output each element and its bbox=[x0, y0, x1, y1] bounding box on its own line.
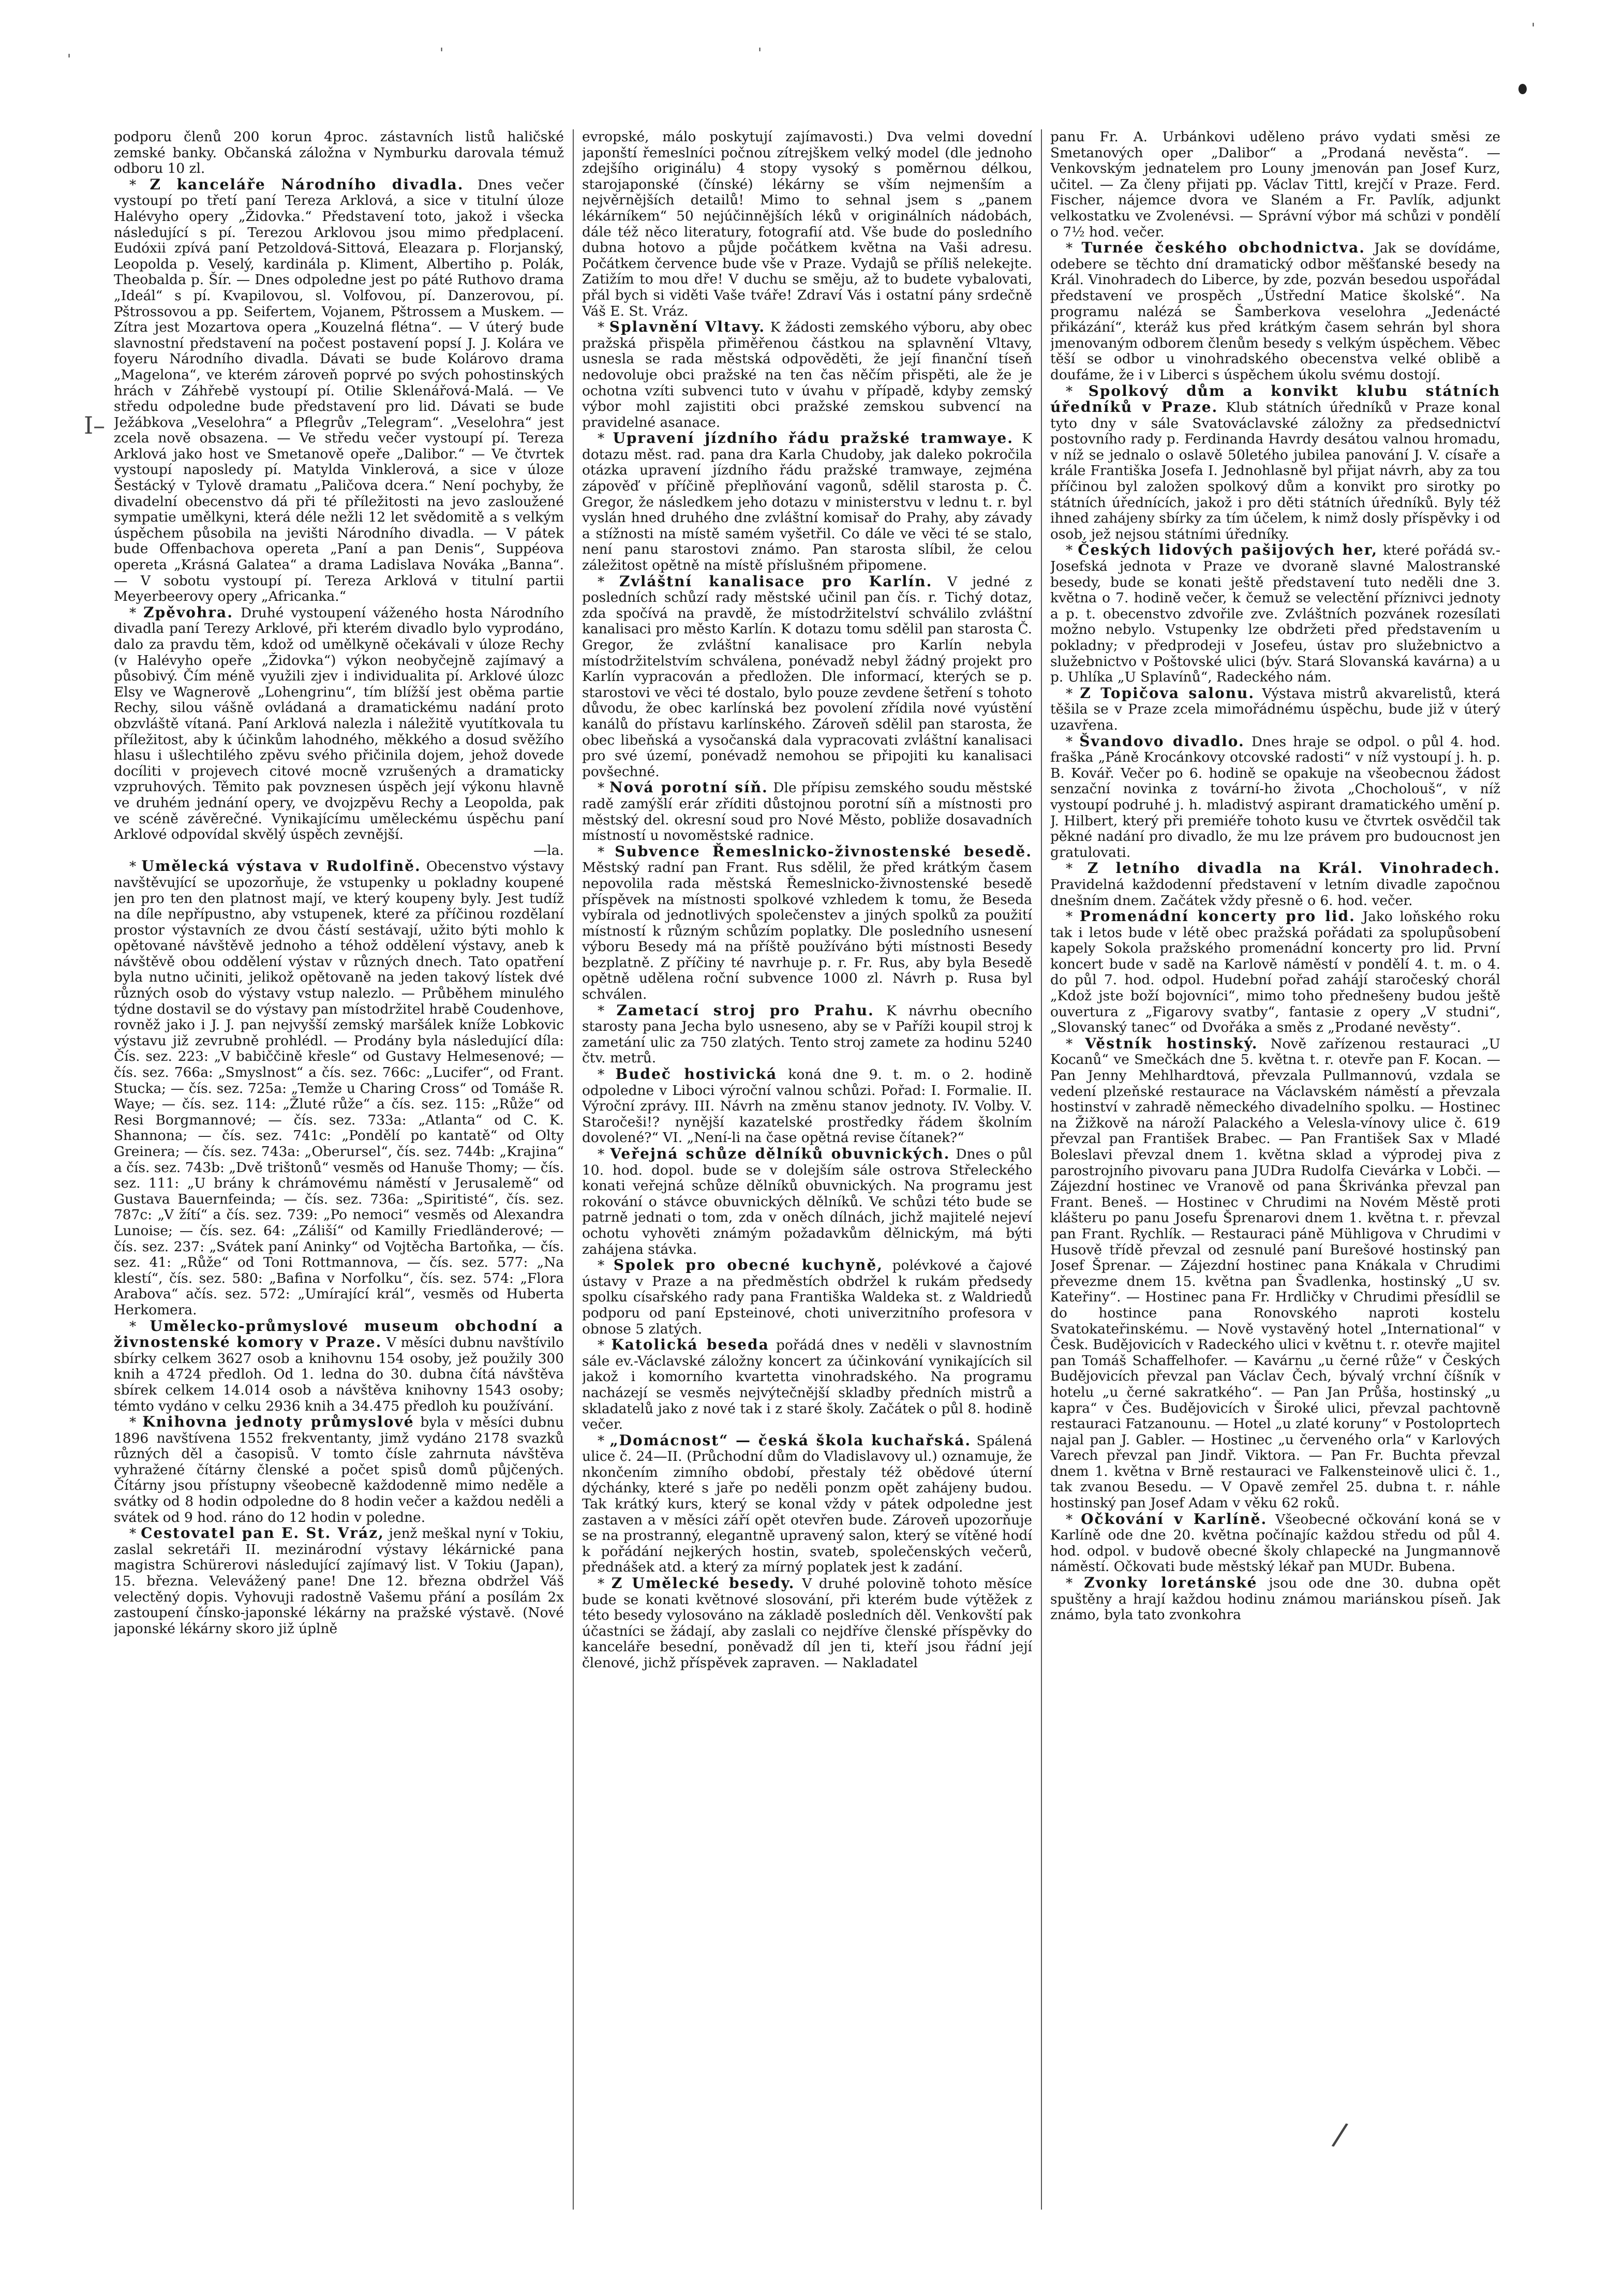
scan-tick-mark: ' bbox=[67, 52, 71, 67]
article-text: K návrhu obecního starosty pana Jecha bylo usneseno, aby se v Paříži koupil stroj k zametání ulic za 750 zlatých. Tento stroj zamete za hodinu 5240 čtv. metrů. bbox=[582, 1002, 1032, 1066]
article-text: Výstava mistrů akvarelistů, která těšila se v Praze zcela mimořádnému úspěchu, bude již v úterý uzavřena. bbox=[1050, 685, 1500, 733]
article-text: evropské, málo poskytují zajímavosti.) Dva velmi dovední japonští řemeslníci počnou zítrejškem velký model (dle jednoho zdejšího originálu) 4 stopy vysoký s poměrnou délkou, starojaponské (čínské) lékárny se vším nejmenším a nejvěrnějších detailů! Mimo to sehnal jsem s „panem lékárníkem“ 50 nejúčinnějších léků v originálních nádobách, dále též něco literatury, fotografií atd. Vše bude do posledního dubna hotovo a půjde počátkem května na Vaši adresu. Počátkem července bude vše v Praze. Vydajů se příliš nelekejte. Zatižím to mou dře! V duchu se směju, až to budete vybalovati, přál bych si viděti Vaše tváře! Zdraví Vás i ostatní pány srdečně Váš E. St. Vráz. bbox=[582, 129, 1032, 319]
news-column-2 bbox=[582, 129, 1032, 1671]
article-paragraph: * Českých lidových pašijových her, které pořádá sv.-Josefská jednota v Praze ve dvoraně slavné Malostranské besedy, bude se konati ještě představení tuto neděli dne 3. května o 7. hodině večer, k čemuž se velectění příznivci jednoty a p. t. obecenstvo zdvořile zve. Zvláštních pozvánek rozesílati možno nebylo. Vstupenky lze obdržeti před představením u pokladny; v předprodeji v Josefeu, ústav pro služebnictvo a služebnictvo v Poštovské ulici (býv. Stará Slovanská kavárna) a u p. Uhlíka „U Splavínů“, Radeckého nám. bbox=[1050, 541, 1500, 686]
article-text: Obecenstvo výstavy navštěvující se upozorňuje, že vstupenky u pokladny koupené jen pro ten den platnost mají, ve který koupeny byly. Jest tudíž na díle nepřípustno, aby vstupenek, které za příčinou rozdělaní prostor výstavních ze dvou částí sestávají, užito býti mohlo k opětované návštěvě jednoho a téhož oddělení výstavy, aneb k návštěvě obou oddělení výstav v různých dnech. Tato opatření byla nutno učiniti, jelikož opětovaně na jeden takový lístek dvé různých osob do výstavy vstup nalezlo. — Průběhem minulého týdne dostavil se do výstavy pan místodržitel hrabě Coudenhove, rovněž jako i J. J. pan nejvyšší zemský maršálek kníže Lobkovic výstavu již zevrubně prohlédl. — Prodány byla následující díla: Čís. sez. 223: „V babiččině křesle“ od Gustavy Helmesenové; — čís. sez. 766a: „Smyslnost“ a čís. sez. 766c: „Lucifer“, od Frant. Stucka; — čís. sez. 725a: „Temže u Charing Cross“ od Tomáše R. Waye; — čís. sez. 114: „Žluté růže“ a čís. sez. 115: „Růže“ od Resi Borgmannové; — čís. sez. 733a: „Atlanta“ od C. K. Shannona; — čís. sez. 741c: „Pondělí po kantatě“ od Olty Greinera; — čís. sez. 743a: „Oberursel“, čís. sez. 744b: „Krajina“ a čís. sez. 743b: „Dvě trištonů“ vesměs od Hanuše Thomy; — čís. sez. 111: „U brány k chrámovému náměstí v Jerusalemě“ od Gustava Bauernfeinda; — čís. sez. 736a: „Spiritisté“, čís. sez. 787c: „V žítí“ a čís. sez. 739: „Po nemoci“ vesměs od Alexandra Lunoise; — čís. sez. 64: „Záliší“ od Kamilly Friedländerové; — čís. sez. 237: „Svátek paní Aninky“ od Vojtěcha Bartoňka, — čís. sez. 41: „Růže“ od Toni Rottmannova, — čís. sez. 577: „Na klestí“, čís. sez. 580: „Bafina v Norfolku“, čís. sez. 574: „Flora Arabova“ ačís. sez. 572: „Umírající král“, vesměs od Huberta Herkomera. bbox=[114, 858, 564, 1318]
article-paragraph: * Upravení jízdního řádu pražské tramwaye. K dotazu měst. rad. pana dra Karla Chudoby, jak daleko pokročila otázka upravení jízdního řádu pražské tramwaye, zejména zápověď v příčině přeplňování vagonů, sdělil starosta p. Č. Gregor, že následkem jeho dotazu v ministerstvu v lednu t. r. byl vyslán hned druhého dne zvláštní komisař do Prahy, aby závady a stížnosti na místě samém vyšetřil. Co dále ve věci té se stalo, není panu starostovi známo. Pan starosta slíbil, že celou záležitost opětně na místě příslušném připomene. bbox=[582, 429, 1032, 574]
article-paragraph: * Subvence Řemeslnicko-živnostenské besedě. Městský radní pan Frant. Rus sdělil, že před krátkým časem nepovolila rada městská Řemeslnicko-živnostenské besedě příspěvek na místnosti spolkové vzhledem k tomu, že Beseda vybírala od jednotlivých společenstev a jiných spolků za použití místností k různým schůzím poplatky. Dle posledního usnesení výboru Besedy má na příště používáno býti místnosti Besedy bezplatně. Z příčiny té navrhuje p. r. Fr. Rus, aby byla Besedě opětně udělena roční subvence 1000 zl. Návrh p. Rusa byl schválen. bbox=[582, 842, 1032, 1003]
article-text: K žádosti zemského výboru, aby obec pražská přispěla přiměřenou částkou na splavnění Vltavy, usnesla se rada městská odpověděti, že její finanční tíseň nedovoluje obci pražské na ten čas něčím přispěti, ale že je ochotna vzíti subvenci tuto v úvahu v případě, kdyby zemský výbor mohl zajistiti obci pražské zemskou subvencí na pravidelné asanace. bbox=[582, 319, 1032, 431]
margin-bracket-mark: I– bbox=[84, 411, 106, 439]
article-heading: Umělecká výstava v Rudolfině. bbox=[141, 857, 421, 875]
article-text: —la. bbox=[533, 842, 564, 858]
article-heading: Budeč hostivická bbox=[615, 1065, 778, 1083]
newspaper-page bbox=[114, 129, 1500, 2210]
article-heading: Věstník hostinský. bbox=[1085, 1034, 1258, 1052]
news-column-1 bbox=[114, 129, 564, 1637]
article-text: Městský radní pan Frant. Rus sdělil, že před krátkým časem nepovolila rada městská Řemeslnicko-živnostenské besedě příspěvek na místnosti spolkové vzhledem k tomu, že Beseda vybírala od jednotlivých společenstev a jiných spolků za použití místností k různým schůzím poplatky. Dle posledního usnesení výboru Besedy má na příště používáno býti místnosti Besedy bezplatně. Z příčiny té navrhuje p. r. Fr. Rus, aby byla Besedě opětně udělena roční subvence 1000 zl. Návrh p. Rusa byl schválen. bbox=[582, 860, 1032, 1003]
scan-tick-mark: ' bbox=[1531, 21, 1536, 36]
article-text: Dnes hraje se odpol. o půl 4. hod. fraška „Páně Krocánkovy otcovské radosti“ v níž vystoupí j. h. p. B. Kovář. Večer po 6. hodině se opakuje na všeobecnou žádost senzační novinka z tovární-ho života „Chocholouš“, v níž vystoupí podruhé j. h. mladistvý aspirant dramatického umění p. J. Hilbert, který při premiéře tohoto kusu ve čtvrtek osvědčil tak pěkné nadání pro divadlo, že mu lze právem pro budoucnost jen gratulovati. bbox=[1050, 733, 1500, 861]
article-heading: Splavnění Vltavy. bbox=[609, 318, 766, 336]
article-paragraph: * Švandovo divadlo. Dnes hraje se odpol. o půl 4. hod. fraška „Páně Krocánkovy otcovské radosti“ v níž vystoupí j. h. p. B. Kovář. Večer po 6. hodině se opakuje na všeobecnou žádost senzační novinka z tovární-ho života „Chocholouš“, v níž vystoupí podruhé j. h. mladistvý aspirant dramatického umění p. J. Hilbert, který při premiéře tohoto kusu ve čtvrtek osvědčil tak pěkné nadání pro divadlo, že mu lze právem pro budoucnost jen gratulovati. bbox=[1050, 732, 1500, 861]
article-text: koná dne 9. t. m. o 2. hodině odpoledne v Liboci výroční valnou schůzi. Pořad: I. Formalie. II. Výroční zprávy. III. Návrh na změnu stanov jednoty. IV. Volby. V. Staročeši!? nynější kazatelské prostředky řádem školním dovolené?“ VI. „Není-li na čase opětná revise čítanek?“ bbox=[582, 1066, 1032, 1146]
article-paragraph: * Zvláštní kanalisace pro Karlín. V jedné z posledních schůzí rady městské učinil pan čís. r. Tichý dotaz, zda spočívá na pravdě, že místodržitelství schválilo zvláštní kanalisaci pro město Karlín. K dotazu tomu sdělil pan starosta Č. Gregor, že zvláštní kanalisace pro Karlín nebyla místodržitelstvím schválena, ponévadž nebyl žádný projekt pro Karlín vypracován a předložen. Dle informací, kterých se p. starostovi ve věci té dostalo, bylo pouze zevdene šetření s tohoto důvodu, že obec karlínská bez povolení zřídila nové vyústění kanálů do přístavu karlínského. Zároveň sdělil pan starosta, že obec libeňská a vysočanská dala vypracovati zvláštní kanalisaci pro své území, ponévadž nemohou se připojiti ku kanalisaci povšechné. bbox=[582, 572, 1032, 780]
article-paragraph: * Očkování v Karlíně. Všeobecné očkování koná se v Karlíně ode dne 20. května počínajíc každou středu od půl 4. hod. odpol. v budově obecné školy chlapecké na Jungmannově náměstí. Očkovati bude městský lékař pan MUDr. Bubena. bbox=[1050, 1510, 1500, 1575]
article-paragraph: * Nová porotní síň. Dle přípisu zemského soudu městské radě zamýšlí erár zříditi důstojnou porotní síň a místnosti pro městský del. okresní soud pro Nové Město, pobliže dosavadních místností u novoměstské radnice. bbox=[582, 779, 1032, 844]
article-heading: Zvonky loretánské bbox=[1084, 1574, 1258, 1592]
article-heading: Subvence Řemeslnicko-živnostenské besedě. bbox=[615, 842, 1032, 860]
article-text: Jak se dovídáme, odebere se těchto dní dramatický odbor měšťanské besedy na Král. Vinohradech do Liberce, by zde, pozván besedou uspořádal představení ve prospěch „Ústřední Matice školské“. Na programu nalézá se Šamberkova veselohra „Jedenácté přikázání“, kteráž kus před krátkým časem sehrán byl shora jmenovaným odborem členům besedy s velkým úspěchem. Věbec těší se odbor u vinohradského obecenstva velké oblibě a doufáme, že i v Liberci s úspěchem úkolu svému dostojí. bbox=[1050, 240, 1500, 383]
article-heading: Knihovna jednoty průmyslové bbox=[142, 1413, 414, 1431]
article-heading: Spolkový dům a konvikt klubu státních úředníků v Praze. bbox=[1050, 382, 1500, 416]
article-paragraph: * Zpěvohra. Druhé vystoupení váženého hosta Národního divadla paní Terezy Arklové, při kterém divadlo bylo vyprodáno, dalo za pravdu těm, kdož od umělkyně očekávali v úloze Rechy (v Halévyho opeře „Židovka“) výkon neobyčejně zajímavý a působivý. Čím méně využili zjev i individualita pí. Arklové úlozc Elsy ve Wagnerově „Lohengrinu“, tím blížší jest oběma partie Rechy, silou vášně ovládaná a dramatickému nadání proto obzvláště vítaná. Paní Arklová nalezla i náležitě vyutítkovala tu příležitost, aby k účinkům lahodného, měkkého a dosud svěžího hlasu i ušlechtilého zpěvu svého přičinila dojem, jehož dovede docíliti v projevech citové mocně vzrušených a dramaticky vzpruhových. Těmito pak povznesen úspěch její výkonu hlavně ve druhém jednání opery, ve dvojzpěvu Rechy a Leopolda, pak ve scéně závěrečné. Vynikajícímu uměleckému úspěchu paní Arklové odpovídal skvělý úspěch zevnější. bbox=[114, 603, 564, 843]
article-text: pořádá dnes v neděli v slavnostním sále ev.-Václavské záložny koncert za účinkování vynikajících sil jakož i komorního kvartetta vinohradského. Na programu nacházejí se vesměs nejvýtečnější skladby předních mistrů a skladatelů jako z nové tak i z staré školy. Začátek o půl 8. hodině večer. bbox=[582, 1337, 1032, 1433]
article-paragraph: * Umělecko-průmyslové museum obchodní a živnostenské komory v Praze. V měsíci dubnu navštívilo sbírky celkem 3627 osob a knihovnu 154 osoby, jež použily 300 knih a 4724 předloh. Od 1. ledna do 30. dubna čítá návštěva sbírek celkem 14.014 osob a návštěva knihovny 1543 osoby; témto vydáno v celku 2936 knih a 34.475 předloh ku používání. bbox=[114, 1317, 564, 1414]
article-text: které pořádá sv.-Josefská jednota v Praze ve dvoraně slavné Malostranské besedy, bude se konati ještě představení tuto neděli dne 3. května o 7. hodině večer, k čemuž se velectění příznivci jednoty a p. t. obecenstvo zdvořile zve. Zvláštních pozvánek rozesílati možno nebylo. Vstupenky lze obdržeti před představením u pokladny; v předprodeji v Josefeu, ústav pro služebnictvo a služebnictvo v Poštovské ulici (býv. Stará Slovanská kavárna) a u p. Uhlíka „U Splavínů“, Radeckého nám. bbox=[1050, 542, 1500, 686]
article-text: Dnes večer vystoupí po třetí paní Tereza Arklová, a sice v titulní úloze Halévyho opery „Židovka.“ Představení toto, jakož i všecka následující s pí. Terezou Arklovou jsou mimo předplacení. Eudóxii zpívá paní Petzoldová-Sittová, Eleazara p. Florjanský, Leopolda p. Veselý, kardinála p. Kliment, Albertiho p. Polák, Theobalda p. Šír. — Dnes odpoledne jest po páté Ruthovo drama „Ideál“ s pí. Kvapilovou, sl. Volfovou, pí. Danzerovou, pí. Pštrossovou a pp. Seifertem, Vojanem, Pštrossem a Muskem. — Zítra jest Mozartova opera „Kouzelná flétna“. — V úterý bude slavnostní představení na počest postavení popsí J. J. Kolára ve foyeru Národního divadla. Dávati se bude Kolárovo drama „Magelona“, ve kterém zároveň poprvé po svých pohostinských hrách v Záhřebě vystoupí pí. Otilie Sklenářová-Malá. — Ve středu odpoledne bude představení pro lid. Dávati se bude Ježábkova „Veselohra“ a Pflegrův „Telegram“. „Veselohra“ jest zcela nově obsazena. — Ve středu večer vystoupí pí. Tereza Arklová jako host ve Smetanově opeře „Dalibor.“ — Ve čtvrtek vystoupí naposledy pí. Matylda Vinklerová, a sice v úloze Šestácký v Tylově dramatu „Paličova dcera.“ Není pochyby, že divadelní obecenstvo dá při té příležitosti na jevo zasloužené sympatie umělkyni, která déle nežli 12 let svědomitě a s velkým úspěchem působila na jevišti Národního divadla. — V pátek bude Offenbachova opereta „Paní a pan Denis“, Suppéova opereta „Krásná Galatea“ a drama Ladislava Nováka „Banna“. — V sobotu vystoupí pí. Tereza Arklová v titulní partii Meyerbeerovy opery „Africanka.“ bbox=[114, 176, 564, 605]
article-heading: Z kanceláře Národního divadla. bbox=[150, 175, 464, 193]
article-heading: Cestovatel pan E. St. Vráz, bbox=[141, 1524, 384, 1542]
article-heading: Z Topičova salonu. bbox=[1080, 684, 1255, 702]
article-paragraph: * Veřejná schůze dělníků obuvnických. Dnes o půl 10. hod. dopol. bude se v dolejším sále ostrova Střeleckého konati veřejná schůze dělníků obuvnických. Na programu jest rokování o stávce obuvnických dělníků. Ve schůzi této bude se patrně jednati o tom, zda v oněch dílnách, jichž majitelé nejeví ochotu vyhověti známým požadavkům dělnickým, má býti zahájena stávka. bbox=[582, 1145, 1032, 1257]
article-paragraph: * Spolek pro obecné kuchyně, polévkové a čajové ústavy v Praze a na předměstích obdržel k rukám předsedy spolku císařského rady pana Františka Waldeka st. z Waldriedů podporu od paní Epsteinové, choti univerzitního profesora v obnose 5 zlatých. bbox=[582, 1256, 1032, 1337]
article-text: jenž meškal nyní v Tokiu, zaslal sekretáři II. mezinárodní výstavy lékárnické pana magistra Schürerovi následující zajímavý list. V Tokiu (Japan), 15. března. Velevážený pane! Dne 12. března obdržel Váš velectěný dopis. Vyhovuji radostně Vašemu přání a posílám 2x zastoupení čínsko-japonské lékárny na pražské výstavě. (Nové japonské lékárny skoro již úplně bbox=[114, 1525, 564, 1637]
article-paragraph: * Věstník hostinský. Nově zařízenou restauraci „U Kocanů“ ve Smečkách dne 5. května t. r. otevře pan F. Kocan. — Pan Jenny Mehlhardtová, převzala Pullmannovú, vzdala se vedení plzeňské restaurace na Václavském náměstí a převzala hostinství v zahradě německého divadelního spolku. — Hostinec na Žižkově na nároží Palackého a Velesla-vínovy ulice č. 619 převzal pan František Brabec. — Pan František Sax v Mladé Boleslavi převzal dnem 1. května sklad a výprodej piva z parostrojního pivovaru pana JUDra Rudolfa Cievárka v Lobči. — Zájezdní hostinec ve Vranově od pana Škrivánka převzal pan Frant. Beneš. — Hostinec v Chrudimi na Novém Městě proti klášteru po panu Josefu Šprenarovi dnem 1. května t. r. převzal pan Frant. Rychlík. — Restauraci páně Mühligova v Chrudimi v Husově třídě převzal od zesnulé paní Burešové hostinský pan Josef Šprenar. — Zájezdní hostinec pana Knákala v Chrudimi převezme dnem 15. května pan Švadlenka, hostinský „U sv. Kateřiny“. — Hostinec pana Fr. Hrdličky v Chrudimi přesídlil se do hostince pana Ronovského naproti kostelu Svatokateřinskému. — Nově vystavěný hotel „International“ v Česk. Budějovicích v Radeckého ulici v květnu t. r. otevře majitel pan Tomáš Schaffelhofer. — Kavárnu „u černé růže“ v Českých Budějovicích převzal pan Václav Čech, bývalý vrchní číšník v hotelu „u černé sakratkého“. — Pan Jan Průša, hostinský „u kapra“ v Čes. Budějovicích v Široké ulici, převzal pachtovně restauraci Fatzanounu. — Hotel „u zlaté koruny“ v Postoloprtech najal pan J. Gabler. — Hostinec „u červeného orla“ v Karlových Varech převzal pan Jindř. Viktora. — Pan Fr. Buchta převzal dnem 1. května v Brně restauraci ve Falkensteinově ulici č. 1., tak zvanou Besedu. — V Opavě zemřel 25. dubna t. r. náhle hostinský pan Josef Adam v věku 62 roků. bbox=[1050, 1034, 1500, 1512]
article-paragraph bbox=[114, 129, 564, 177]
article-heading: Zvláštní kanalisace pro Karlín. bbox=[619, 572, 933, 590]
article-paragraph bbox=[582, 129, 1032, 319]
article-text: K dotazu měst. rad. pana dra Karla Chudoby, jak daleko pokročila otázka upravení jízdního řádu pražské tramwaye, zejména zápověď v příčině přeplňování vagonů, sdělil starosta p. Č. Gregor, že následkem jeho dotazu v ministerstvu v lednu t. r. byl vyslán hned druhého dne zvláštní komisař do Prahy, aby závady a stížnosti na místě samém vyšetřil. Co dále ve věci té se stalo, není panu starostovi známo. Pan starosta slíbil, že celou záležitost opětně na místě příslušném připomene. bbox=[582, 431, 1032, 574]
article-text: byla v měsíci dubnu 1896 navštívena 1552 frekventanty, jimž vydáno 2178 svazků různých děl a časopisů. V tomto čísle zahrnuta návštěva vyhražené čítárny členské a počet spisů domů půjčených. Čítárny jsou přístupny všeobecně každodenně mimo neděle a svátky od 8 hodin odpoledne do 8 hodin večer a každou neděli a svátek od 9 hod. ráno do 12 hodin v poledne. bbox=[114, 1414, 564, 1525]
article-heading: Švandovo divadlo. bbox=[1079, 732, 1245, 750]
column-rule bbox=[573, 129, 574, 2210]
article-paragraph: * Turnée českého obchodnictva. Jak se dovídáme, odebere se těchto dní dramatický odbor měšťanské besedy na Král. Vinohradech do Liberce, by zde, pozván besedou uspořádal představení ve prospěch „Ústřední Matice školské“. Na programu nalézá se Šamberkova veselohra „Jedenácté přikázání“, kteráž kus před krátkým časem sehrán byl shora jmenovaným odborem členům besedy s velkým úspěchem. Věbec těší se odbor u vinohradského obecenstva velké oblibě a doufáme, že i v Liberci s úspěchem úkolu svému dostojí. bbox=[1050, 239, 1500, 383]
article-text: Pravidelná každodenní představení v letním divadle započnou dnešním dnem. Začátek vždy přesně o 6. hod. večer. bbox=[1050, 876, 1500, 909]
article-text: V jedné z posledních schůzí rady městské učinil pan čís. r. Tichý dotaz, zda spočívá na pravdě, že místodržitelství schválilo zvláštní kanalisaci pro město Karlín. K dotazu tomu sdělil pan starosta Č. Gregor, že zvláštní kanalisace pro Karlín nebyla místodržitelstvím schválena, ponévadž nebyl žádný projekt pro Karlín vypracován a předložen. Dle informací, kterých se p. starostovi ve věci té dostalo, bylo pouze zevdene šetření s tohoto důvodu, že obec karlínská bez povolení zřídila nové vyústění kanálů do přístavu karlínského. Zároveň sdělil pan starosta, že obec libeňská a vysočanská dala vypracovati zvláštní kanalisaci pro své území, ponévadž nemohou se připojiti ku kanalisaci povšechné. bbox=[582, 573, 1032, 780]
article-paragraph: * Splavnění Vltavy. K žádosti zemského výboru, aby obec pražská přispěla přiměřenou částkou na splavnění Vltavy, usnesla se rada městská odpověděti, že její finanční tíseň nedovoluje obci pražské na ten čas něčím přispěti, ale že je ochotna vzíti subvenci tuto v úvahu v případě, kdyby zemský výbor mohl zajistiti obci pražské zemskou subvencí na pravidelné asanace. bbox=[582, 318, 1032, 431]
article-text: polévkové a čajové ústavy v Praze a na předměstích obdržel k rukám předsedy spolku císařského rady pana Františka Waldeka st. z Waldriedů podporu od paní Epsteinové, choti univerzitního profesora v obnose 5 zlatých. bbox=[582, 1257, 1032, 1337]
article-text: Dnes o půl 10. hod. dopol. bude se v dolejším sále ostrova Střeleckého konati veřejná schůze dělníků obuvnických. Na programu jest rokování o stávce obuvnických dělníků. Ve schůzi této bude se patrně jednati o tom, zda v oněch dílnách, jichž majitelé nejeví ochotu vyhověti známým požadavkům dělnickým, má býti zahájena stávka. bbox=[582, 1146, 1032, 1257]
article-heading: Spolek pro obecné kuchyně, bbox=[613, 1256, 883, 1274]
column-rule bbox=[1041, 129, 1042, 2210]
article-paragraph: * Z Topičova salonu. Výstava mistrů akvarelistů, která těšila se v Praze zcela mimořádnému úspěchu, bude již v úterý uzavřena. bbox=[1050, 684, 1500, 733]
article-text: Klub státních úředníků v Praze konal tyto dny v sále Svatováclavské záložny za předsednictví postovního rady p. Ferdinanda Havrdy desátou valnou hromadu, v níž se jednalo o oslavě 50letého jubilea panování J. V. císaře a krále Františka Josefa I. Jednohlasně byl přijat návrh, aby za tou příčinou byl založen spolkový dům a konvikt pro sirotky po státních úřednících, jakož i pro děti státních úředníků. Byly též ihned zahájeny sbírky za tím účelem, k nimž dosly příspěvky i od osob, jež nejsou státními úředníky. bbox=[1050, 399, 1500, 542]
article-paragraph: * Zvonky loretánské jsou ode dne 30. dubna opět spuštěny a hrají každou hodinu známou mariánskou píseň. Jak známo, byla tato zvonkohra bbox=[1050, 1574, 1500, 1623]
article-heading: „Domácnost“ — česká škola kuchařská. bbox=[609, 1431, 972, 1449]
article-paragraph: * Katolická beseda pořádá dnes v neděli v slavnostním sále ev.-Václavské záložny koncert za účinkování vynikajících sil jakož i komorního kvartetta vinohradského. Na programu nacházejí se vesměs nejvýtečnější skladby předních mistrů a skladatelů jako z nové tak i z staré školy. Začátek o půl 8. hodině večer. bbox=[582, 1336, 1032, 1433]
article-paragraph: * Budeč hostivická koná dne 9. t. m. o 2. hodině odpoledne v Liboci výroční valnou schůzi. Pořad: I. Formalie. II. Výroční zprávy. III. Návrh na změnu stanov jednoty. IV. Volby. V. Staročeši!? nynější kazatelské prostředky řádem školním dovolené?“ VI. „Není-li na čase opětná revise čítanek?“ bbox=[582, 1065, 1032, 1146]
scan-tick-mark: ' bbox=[758, 46, 762, 61]
article-text: Jako loňského roku tak i letos bude v létě obec pražská pořádati za spolupůsobení kapely Sokola pražského promenádní koncerty pro lid. První koncert bude v sadě na Karlově náměstí v pondělí 4. t. m. o 4. do půl 7. hod. odpol. Hudební pořad zahájí staročeský chorál „Kdož jste boží bojovníci“, mimo toho přednešeny budou ještě ouvertura z „Figarovy svatby“, fantasie z opery „V studni“, „Slovanský tanec“ od Dvořáka a směs z „Prodané nevěsty“. bbox=[1050, 909, 1500, 1036]
article-heading: Zpěvohra. bbox=[143, 603, 233, 621]
article-paragraph: * Cestovatel pan E. St. Vráz, jenž meškal nyní v Tokiu, zaslal sekretáři II. mezinárodní výstavy lékárnické pana magistra Schürerovi následující zajímavý list. V Tokiu (Japan), 15. března. Velevážený pane! Dne 12. března obdržel Váš velectěný dopis. Vyhovuji radostně Vašemu přání a posílám 2x zastoupení čínsko-japonské lékárny na pražské výstavě. (Nové japonské lékárny skoro již úplně bbox=[114, 1524, 564, 1637]
article-heading: Z letního divadla na Král. Vinohradech. bbox=[1087, 860, 1500, 877]
article-paragraph: * Promenádní koncerty pro lid. Jako loňského roku tak i letos bude v létě obec pražská pořádati za spolupůsobení kapely Sokola pražského promenádní koncerty pro lid. První koncert bude v sadě na Karlově náměstí v pondělí 4. t. m. o 4. do půl 7. hod. odpol. Hudební pořad zahájí staročeský chorál „Kdož jste boží bojovníci“, mimo toho přednešeny budou ještě ouvertura z „Figarovy svatby“, fantasie z opery „V studni“, „Slovanský tanec“ od Dvořáka a směs z „Prodané nevěsty“. bbox=[1050, 908, 1500, 1036]
article-text: V měsíci dubnu navštívilo sbírky celkem 3627 osob a knihovnu 154 osoby, jež použily 300 knih a 4724 předloh. Od 1. ledna do 30. dubna čítá návštěva sbírek celkem 14.014 osob a návštěva knihovny 1543 osoby; témto vydáno v celku 2936 knih a 34.475 předloh ku používání. bbox=[114, 1335, 564, 1414]
article-signature bbox=[114, 843, 564, 859]
article-heading: Českých lidových pašijových her, bbox=[1078, 541, 1378, 559]
margin-slash-mark: / bbox=[1330, 2115, 1350, 2154]
article-heading: Nová porotní síň. bbox=[609, 779, 768, 796]
article-text: Spálená ulice č. 24—II. (Průchodní dům do Vladislavovy ul.) oznamuje, že nkončením zimního období, přestaly též obědové úterní dýchánky, které s jaře po neděli ponzm opět zahájeny budou. Tak krátký kurs, který se konal vždy v pátek odpoledne jest zastaven a v měsíci září opět otevřen bude. Zároveň upozorňuje se na prostranný, elegantně upravený salon, který se vítěné hodí k pořádání nejkerých hostin, svateb, společenských večerů, přednášek atd. a který za mírný poplatek jest k zadání. bbox=[582, 1432, 1032, 1576]
article-paragraph: * Spolkový dům a konvikt klubu státních úředníků v Praze. Klub státních úředníků v Praze konal tyto dny v sále Svatováclavské záložny za předsednictví postovního rady p. Ferdinanda Havrdy desátou valnou hromadu, v níž se jednalo o oslavě 50letého jubilea panování J. V. císaře a krále Františka Josefa I. Jednohlasně byl přijat návrh, aby za tou příčinou byl založen spolkový dům a konvikt pro sirotky po státních úřednících, jakož i pro děti státních úředníků. Byly též ihned zahájeny sbírky za tím účelem, k nimž dosly příspěvky i od osob, jež nejsou státními úředníky. bbox=[1050, 382, 1500, 542]
news-column-3 bbox=[1050, 129, 1500, 1623]
ink-dot-mark bbox=[1518, 84, 1527, 94]
article-paragraph: * Z letního divadla na Král. Vinohradech. Pravidelná každodenní představení v letním divadle započnou dnešním dnem. Začátek vždy přesně o 6. hod. večer. bbox=[1050, 860, 1500, 909]
article-text: Dle přípisu zemského soudu městské radě zamýšlí erár zříditi důstojnou porotní síň a místnosti pro městský del. okresní soud pro Nové Město, pobliže dosavadních místností u novoměstské radnice. bbox=[582, 780, 1032, 844]
article-heading: Turnée českého obchodnictva. bbox=[1081, 239, 1365, 257]
article-text: Druhé vystoupení váženého hosta Národního divadla paní Terezy Arklové, při kterém divadlo bylo vyprodáno, dalo za pravdu těm, kdož od umělkyně očekávali v úloze Rechy (v Halévyho opeře „Židovka“) výkon neobyčejně zajímavý a působivý. Čím méně využili zjev i individualita pí. Arklové úlozc Elsy ve Wagnerově „Lohengrinu“, tím blížší jest oběma partie Rechy, silou vášně ovládaná a dramatickému nadání proto obzvláště vítaná. Paní Arklová nalezla i náležitě vyutítkovala tu příležitost, aby k účinkům lahodného, měkkého a dosud svěžího hlasu i ušlechtilého zpěvu svého přičinila dojem, jehož dovede docíliti v projevech citové mocně vzrušených a dramaticky vzpruhových. Těmito pak povznesen úspěch její výkonu hlavně ve druhém jednání opery, ve dvojzpěvu Rechy a Leopolda, pak ve scéně závěrečné. Vynikajícímu uměleckému úspěchu paní Arklové odpovídal skvělý úspěch zevnější. bbox=[114, 604, 564, 843]
article-heading: Veřejná schůze dělníků obuvnických. bbox=[610, 1145, 950, 1162]
article-text: podporu členů 200 korun 4proc. zástavních listů haličské zemské banky. Občanská záložna v Nymburku darovala témuž odboru 10 zl. bbox=[114, 129, 564, 177]
scan-tick-mark: ' bbox=[440, 46, 444, 61]
article-heading: Upravení jízdního řádu pražské tramwaye. bbox=[613, 429, 1014, 447]
article-text: Všeobecné očkování koná se v Karlíně ode dne 20. května počínajíc každou středu od půl 4. hod. odpol. v budově obecné školy chlapecké na Jungmannově náměstí. Očkovati bude městský lékař pan MUDr. Bubena. bbox=[1050, 1511, 1500, 1575]
article-heading: Z Umělecké besedy. bbox=[611, 1575, 795, 1592]
article-text: panu Fr. A. Urbánkovi uděleno právo vydati směsi ze Smetanových oper „Dalibor“ a „Prodaná nevěsta“. — Venkovským jednatelem pro Louny jmenován pan Josef Kurz, učitel. — Za členy přijati pp. Václav Tittl, krejčí v Praze. Ferd. Fischer, nájemce dvora ve Slaném a Fr. Pavlík, adjunkt velkostatku ve Zvolenévsi. — Správní výbor má schůzi v pondělí o 7½ hod. večer. bbox=[1050, 129, 1500, 240]
article-text: Nově zařízenou restauraci „U Kocanů“ ve Smečkách dne 5. května t. r. otevře pan F. Kocan. — Pan Jenny Mehlhardtová, převzala Pullmannovú, vzdala se vedení plzeňské restaurace na Václavském náměstí a převzala hostinství v zahradě německého divadelního spolku. — Hostinec na Žižkově na nároží Palackého a Velesla-vínovy ulice č. 619 převzal pan František Brabec. — Pan František Sax v Mladé Boleslavi převzal dnem 1. května sklad a výprodej piva z parostrojního pivovaru pana JUDra Rudolfa Cievárka v Lobči. — Zájezdní hostinec ve Vranově od pana Škrivánka převzal pan Frant. Beneš. — Hostinec v Chrudimi na Novém Městě proti klášteru po panu Josefu Šprenarovi dnem 1. května t. r. převzal pan Frant. Rychlík. — Restauraci páně Mühligova v Chrudimi v Husově třídě převzal od zesnulé paní Burešové hostinský pan Josef Šprenar. — Zájezdní hostinec pana Knákala v Chrudimi převezme dnem 15. května pan Švadlenka, hostinský „U sv. Kateřiny“. — Hostinec pana Fr. Hrdličky v Chrudimi přesídlil se do hostince pana Ronovského naproti kostelu Svatokateřinskému. — Nově vystavěný hotel „International“ v Česk. Budějovicích v Radeckého ulici v květnu t. r. otevře majitel pan Tomáš Schaffelhofer. — Kavárnu „u černé růže“ v Českých Budějovicích převzal pan Václav Čech, bývalý vrchní číšník v hotelu „u černé sakratkého“. — Pan Jan Průša, hostinský „u kapra“ v Čes. Budějovicích v Široké ulici, převzal pachtovně restauraci Fatzanounu. — Hotel „u zlaté koruny“ v Postoloprtech najal pan J. Gabler. — Hostinec „u červeného orla“ v Karlových Varech převzal pan Jindř. Viktora. — Pan Fr. Buchta převzal dnem 1. května v Brně restauraci ve Falkensteinově ulici č. 1., tak zvanou Besedu. — V Opavě zemřel 25. dubna t. r. náhle hostinský pan Josef Adam v věku 62 roků. bbox=[1050, 1035, 1500, 1512]
article-heading: Umělecko-průmyslové museum obchodní a živnostenské komory v Praze. bbox=[114, 1317, 564, 1351]
article-paragraph: * „Domácnost“ — česká škola kuchařská. Spálená ulice č. 24—II. (Průchodní dům do Vladislavovy ul.) oznamuje, že nkončením zimního období, přestaly též obědové úterní dýchánky, které s jaře po neděli ponzm opět zahájeny budou. Tak krátký kurs, který se konal vždy v pátek odpoledne jest zastaven a v měsíci září opět otevřen bude. Zároveň upozorňuje se na prostranný, elegantně upravený salon, který se vítěné hodí k pořádání nejkerých hostin, svateb, společenských večerů, přednášek atd. a který za mírný poplatek jest k zadání. bbox=[582, 1431, 1032, 1576]
article-paragraph: * Knihovna jednoty průmyslové byla v měsíci dubnu 1896 navštívena 1552 frekventanty, jimž vydáno 2178 svazků různých děl a časopisů. V tomto čísle zahrnuta návštěva vyhražené čítárny členské a počet spisů domů půjčených. Čítárny jsou přístupny všeobecně každodenně mimo neděle a svátky od 8 hodin odpoledne do 8 hodin večer a každou neděli a svátek od 9 hod. ráno do 12 hodin v poledne. bbox=[114, 1413, 564, 1525]
article-paragraph bbox=[1050, 129, 1500, 240]
article-heading: Zametací stroj pro Prahu. bbox=[616, 1001, 874, 1019]
article-paragraph: * Z kanceláře Národního divadla. Dnes večer vystoupí po třetí paní Tereza Arklová, a sice v titulní úloze Halévyho opery „Židovka.“ Představení toto, jakož i všecka následující s pí. Terezou Arklovou jsou mimo předplacení. Eudóxii zpívá paní Petzoldová-Sittová, Eleazara p. Florjanský, Leopolda p. Veselý, kardinála p. Kliment, Albertiho p. Polák, Theobalda p. Šír. — Dnes odpoledne jest po páté Ruthovo drama „Ideál“ s pí. Kvapilovou, sl. Volfovou, pí. Danzerovou, pí. Pštrossovou a pp. Seifertem, Vojanem, Pštrossem a Muskem. — Zítra jest Mozartova opera „Kouzelná flétna“. — V úterý bude slavnostní představení na počest postavení popsí J. J. Kolára ve foyeru Národního divadla. Dávati se bude Kolárovo drama „Magelona“, ve kterém zároveň poprvé po svých pohostinských hrách v Záhřebě vystoupí pí. Otilie Sklenářová-Malá. — Ve středu odpoledne bude představení pro lid. Dávati se bude Ježábkova „Veselohra“ a Pflegrův „Telegram“. „Veselohra“ jest zcela nově obsazena. — Ve středu večer vystoupí pí. Tereza Arklová jako host ve Smetanově opeře „Dalibor.“ — Ve čtvrtek vystoupí naposledy pí. Matylda Vinklerová, a sice v úloze Šestácký v Tylově dramatu „Paličova dcera.“ Není pochyby, že divadelní obecenstvo dá při té příležitosti na jevo zasloužené sympatie umělkyni, která déle nežli 12 let svědomitě a s velkým úspěchem působila na jevišti Národního divadla. — V pátek bude Offenbachova opereta „Paní a pan Denis“, Suppéova opereta „Krásná Galatea“ a drama Ladislava Nováka „Banna“. — V sobotu vystoupí pí. Tereza Arklová v titulní partii Meyerbeerovy opery „Africanka.“ bbox=[114, 175, 564, 605]
article-paragraph: * Z Umělecké besedy. V druhé polovině tohoto měsíce bude se konati květnové slosování, při kterém bude výtěžek z této besedy vylosováno na základě posledních děl. Venkovští pak účastníci se žádají, aby zaslali co nejdříve členské příspěvky do kanceláře besední, poněvadž díl jen ti, kteří jsou řádní její členové, jichž příspěvek zapraven. — Nakladatel bbox=[582, 1575, 1032, 1671]
article-paragraph: * Umělecká výstava v Rudolfině. Obecenstvo výstavy navštěvující se upozorňuje, že vstupenky u pokladny koupené jen pro ten den platnost mají, ve který koupeny byly. Jest tudíž na díle nepřípustno, aby vstupenek, které za příčinou rozdělaní prostor výstavních ze dvou částí sestávají, užito býti mohlo k opětované návštěvě jednoho a téhož oddělení výstavy, aneb k návštěvě obou oddělení výstav v různých dnech. Tato opatření byla nutno učiniti, jelikož opětovaně na jeden takový lístek dvé různých osob do výstavy vstup nalezlo. — Průběhem minulého týdne dostavil se do výstavy pan místodržitel hrabě Coudenhove, rovněž jako i J. J. pan nejvyšší zemský maršálek kníže Lobkovic výstavu již zevrubně prohlédl. — Prodány byla následující díla: Čís. sez. 223: „V babiččině křesle“ od Gustavy Helmesenové; — čís. sez. 766a: „Smyslnost“ a čís. sez. 766c: „Lucifer“, od Frant. Stucka; — čís. sez. 725a: „Temže u Charing Cross“ od Tomáše R. Waye; — čís. sez. 114: „Žluté růže“ a čís. sez. 115: „Růže“ od Resi Borgmannové; — čís. sez. 733a: „Atlanta“ od C. K. Shannona; — čís. sez. 741c: „Pondělí po kantatě“ od Olty Greinera; — čís. sez. 743a: „Oberursel“, čís. sez. 744b: „Krajina“ a čís. sez. 743b: „Dvě trištonů“ vesměs od Hanuše Thomy; — čís. sez. 111: „U brány k chrámovému náměstí v Jerusalemě“ od Gustava Bauernfeinda; — čís. sez. 736a: „Spiritisté“, čís. sez. 787c: „V žítí“ a čís. sez. 739: „Po nemoci“ vesměs od Alexandra Lunoise; — čís. sez. 64: „Záliší“ od Kamilly Friedländerové; — čís. sez. 237: „Svátek paní Aninky“ od Vojtěcha Bartoňka, — čís. sez. 41: „Růže“ od Toni Rottmannova, — čís. sez. 577: „Na klestí“, čís. sez. 580: „Bafina v Norfolku“, čís. sez. 574: „Flora Arabova“ ačís. sez. 572: „Umírající král“, vesměs od Huberta Herkomera. bbox=[114, 857, 564, 1318]
article-heading: Promenádní koncerty pro lid. bbox=[1079, 908, 1355, 925]
article-heading: Katolická beseda bbox=[611, 1336, 769, 1354]
article-paragraph: * Zametací stroj pro Prahu. K návrhu obecního starosty pana Jecha bylo usneseno, aby se v Paříži koupil stroj k zametání ulic za 750 zlatých. Tento stroj zamete za hodinu 5240 čtv. metrů. bbox=[582, 1001, 1032, 1066]
article-heading: Očkování v Karlíně. bbox=[1081, 1510, 1268, 1528]
article-text: jsou ode dne 30. dubna opět spuštěny a hrají každou hodinu známou mariánskou píseň. Jak známo, byla tato zvonkohra bbox=[1050, 1575, 1500, 1623]
article-text: V druhé polovině tohoto měsíce bude se konati květnové slosování, při kterém bude výtěžek z této besedy vylosováno na základě posledních děl. Venkovští pak účastníci se žádají, aby zaslali co nejdříve členské příspěvky do kanceláře besední, poněvadž díl jen ti, kteří jsou řádní její členové, jichž příspěvek zapraven. — Nakladatel bbox=[582, 1576, 1032, 1671]
